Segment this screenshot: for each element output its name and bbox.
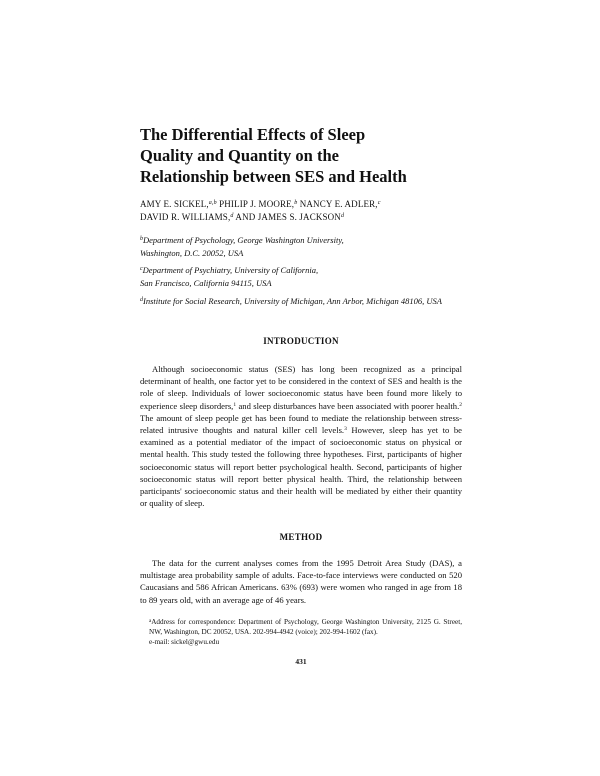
author-4: DAVID R. WILLIAMS, <box>140 211 231 222</box>
paper-title <box>140 124 470 187</box>
affiliation-2-line-2: San Francisco, California 94115, USA <box>140 278 272 288</box>
author-3-sup: c <box>377 200 381 206</box>
title-line-2: Quality and Quantity on the <box>140 146 339 165</box>
affiliation-2-sup: c <box>140 266 143 272</box>
footnote-text: Address for correspondence: Department of Psychology, George Washington University, 2125 G. Street, NW, Washington, DC 20052, USA. 202-994-4942 (voice); 202-994-1602 (fax). <box>149 618 462 636</box>
author-4-sup: d <box>230 212 234 219</box>
method-paragraph: The data for the current analyses comes from the 1995 Detroit Area Study (DAS), a multistage area probability sample of adults. Face-to-face interviews were conducted on 520 Caucasians and 586 African Americans. 63% (693) were women who ranged in age from 18 to 89 years old, with an average age of 46 years. <box>140 558 462 605</box>
author-list <box>140 198 470 223</box>
affiliation-3 <box>140 295 470 308</box>
affiliation-1 <box>140 234 470 260</box>
affiliation-1-sup: b <box>140 236 143 242</box>
affiliation-2 <box>140 264 470 290</box>
intro-text-4: However, sleep has yet to be examined as a potential mediator of the impact of socioeconomic status on physical or mental health. This study tested the following three hypotheses. First, participants of higher socioeconomic status will report better psychological health. Second, participants of higher socioeconomic status will report better physical health. Third, the relationship between participants' socioeconomic status and their health will be mediated by either their quantity or quality of sleep. <box>140 425 462 509</box>
affiliation-3-line-1: Institute for Social Research, University of Michigan, Ann Arbor, Michigan 48106, USA <box>143 296 442 306</box>
title-line-1: The Differential Effects of Sleep <box>140 125 366 144</box>
author-2: PHILIP J. MOORE, <box>216 199 295 209</box>
affiliation-3-sup: d <box>140 297 143 303</box>
citation-1: 1 <box>233 401 237 408</box>
citation-3: 3 <box>344 426 347 433</box>
author-5-sup: d <box>340 212 345 219</box>
author-2-sup: b <box>294 200 298 206</box>
author-1: AMY E. SICKEL, <box>140 199 209 209</box>
intro-text-2: and sleep disturbances have been associated with poorer health. <box>236 400 460 411</box>
affiliation-2-line-1: Department of Psychiatry, University of California, <box>142 265 319 275</box>
citation-2: 2 <box>459 401 462 408</box>
correspondence-footnote <box>140 617 462 647</box>
intro-text-1: Although socioeconomic status (SES) has long been recognized as a principal determinant of health, one factor yet to be considered in the context of SES and health is the role of sleep. Individuals of lower socioeconomic status have been found more likely to experience sleep disorders, <box>140 364 462 411</box>
title-line-3: Relationship between SES and Health <box>140 167 407 186</box>
author-3: NANCY E. ADLER, <box>297 199 378 209</box>
introduction-heading: INTRODUCTION <box>263 336 339 346</box>
footnote-email: e-mail: sickel@gwu.edu <box>149 638 220 646</box>
author-1-sup: a,b <box>208 200 217 206</box>
introduction-paragraph <box>140 363 462 509</box>
footnote-sup: a <box>149 619 152 624</box>
intro-text-3: The amount of sleep people get has been found to mediate the relationship between stress-related intrusive thoughts and natural killer cell levels. <box>140 412 462 436</box>
affiliation-1-line-1: Department of Psychology, George Washington University, <box>143 235 344 245</box>
page-number: 431 <box>295 657 307 666</box>
author-5: AND JAMES S. JACKSON <box>233 211 341 222</box>
affiliation-1-line-2: Washington, D.C. 20052, USA <box>140 248 244 258</box>
method-heading: METHOD <box>279 532 323 542</box>
